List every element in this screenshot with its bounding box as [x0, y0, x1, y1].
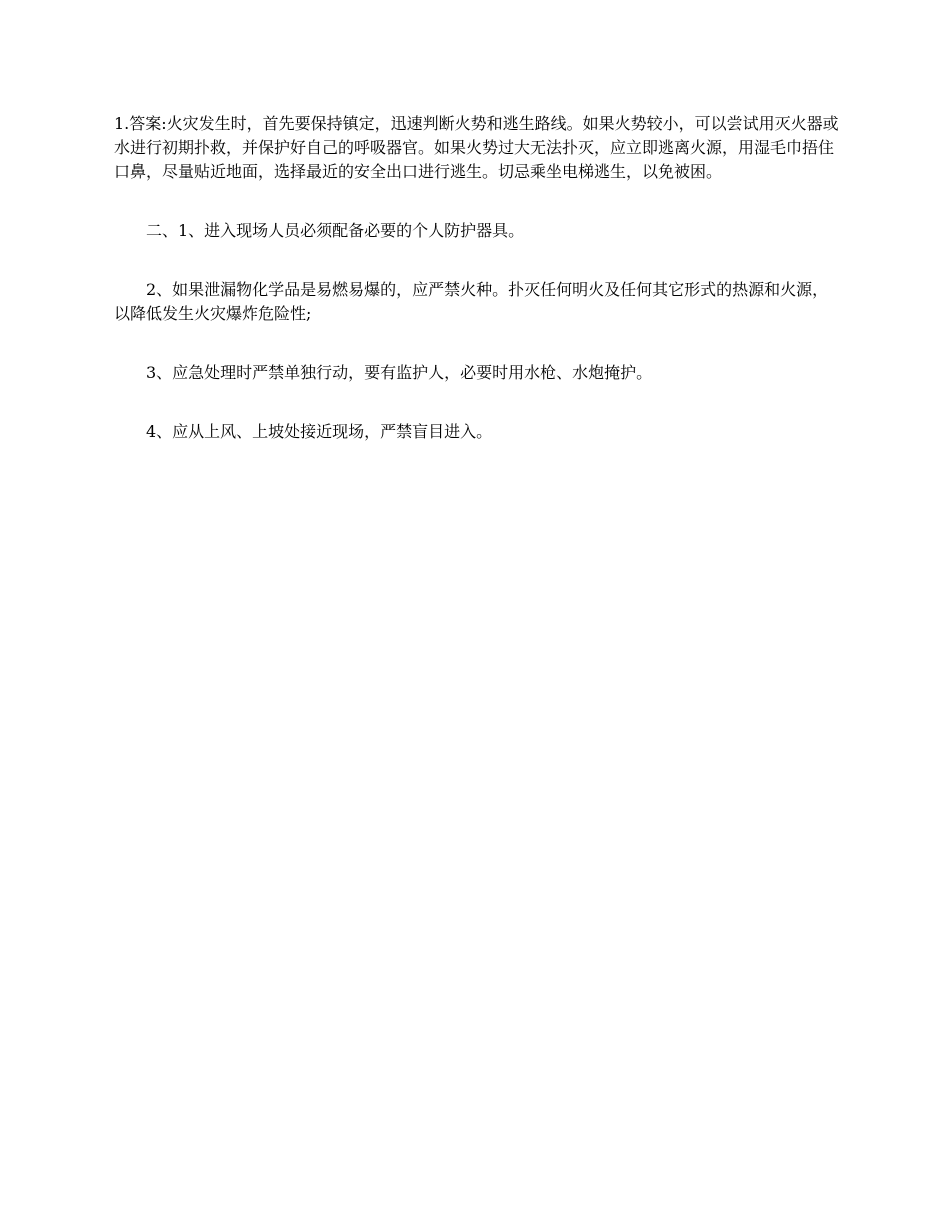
measure-item-3: 3、应急处理时严禁单独行动，要有监护人，必要时用水枪、水炮掩护。 [146, 363, 653, 382]
document-body [114, 112, 844, 479]
measure-item-1: 二、1、进入现场人员必须配备必要的个人防护器具。 [146, 221, 525, 240]
measure-item-4: 4、应从上风、上坡处接近现场，严禁盲目进入。 [146, 422, 493, 441]
measure-item-2: 2、如果泄漏物化学品是易燃易爆的，应严禁火种。扑灭任何明火及任何其它形式的热源和火源，以降低发生火灾爆炸危险性; [114, 280, 829, 323]
answer-paragraph: 1.答案:火灾发生时，首先要保持镇定，迅速判断火势和逃生路线。如果火势较小，可以尝试用灭火器或水进行初期扑救，并保护好自己的呼吸器官。如果火势过大无法扑灭，应立即逃离火源，用湿毛巾捂住口鼻，尽量贴近地面，选择最近的安全出口进行逃生。切忌乘坐电梯逃生，以免被困。 [114, 114, 839, 181]
